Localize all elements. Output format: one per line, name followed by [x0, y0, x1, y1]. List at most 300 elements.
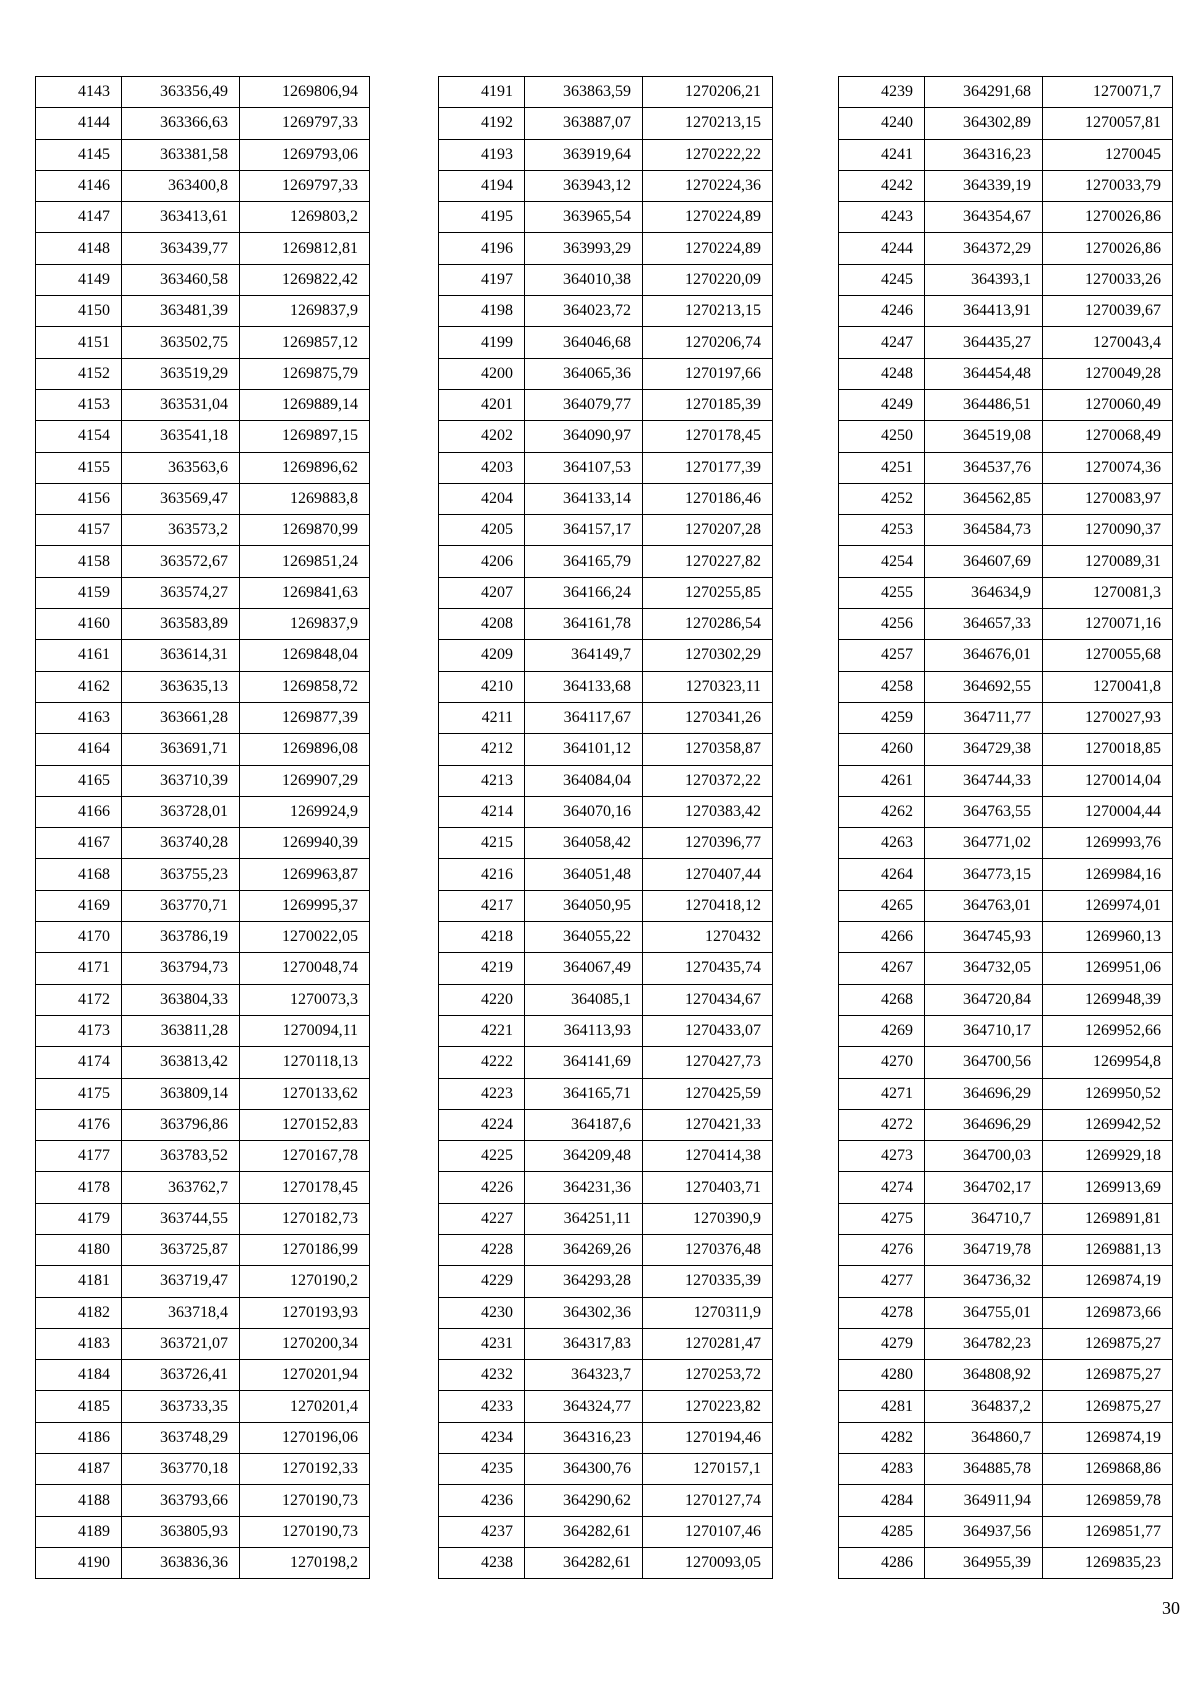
point-number: 4255 — [839, 577, 925, 608]
point-number: 4223 — [439, 1078, 525, 1109]
point-number: 4150 — [36, 296, 122, 327]
x-coordinate: 364149,7 — [525, 640, 643, 671]
x-coordinate: 364282,61 — [525, 1516, 643, 1547]
x-coordinate: 364486,51 — [925, 389, 1043, 420]
x-coordinate: 363813,42 — [122, 1047, 240, 1078]
x-coordinate: 364085,1 — [525, 984, 643, 1015]
y-coordinate: 1270026,86 — [1043, 233, 1173, 264]
table-row — [839, 953, 1173, 984]
table-row — [36, 108, 370, 139]
table-row — [839, 1516, 1173, 1547]
table-row — [439, 108, 773, 139]
y-coordinate: 1270403,71 — [643, 1172, 773, 1203]
point-number: 4144 — [36, 108, 122, 139]
x-coordinate: 364070,16 — [525, 796, 643, 827]
x-coordinate: 364324,77 — [525, 1391, 643, 1422]
table-row — [439, 859, 773, 890]
point-number: 4243 — [839, 202, 925, 233]
table-row — [839, 233, 1173, 264]
x-coordinate: 363572,67 — [122, 546, 240, 577]
point-number: 4154 — [36, 421, 122, 452]
table-row — [839, 1485, 1173, 1516]
table-row — [36, 859, 370, 890]
y-coordinate: 1270418,12 — [643, 890, 773, 921]
x-coordinate: 364058,42 — [525, 828, 643, 859]
y-coordinate: 1269857,12 — [240, 327, 370, 358]
x-coordinate: 364055,22 — [525, 922, 643, 953]
point-number: 4283 — [839, 1454, 925, 1485]
x-coordinate: 364300,76 — [525, 1454, 643, 1485]
table-row — [839, 546, 1173, 577]
table-row — [36, 233, 370, 264]
y-coordinate: 1270302,29 — [643, 640, 773, 671]
y-coordinate: 1269868,86 — [1043, 1454, 1173, 1485]
y-coordinate: 1269942,52 — [1043, 1109, 1173, 1140]
table-row — [439, 640, 773, 671]
point-number: 4146 — [36, 170, 122, 201]
x-coordinate: 364911,94 — [925, 1485, 1043, 1516]
x-coordinate: 364676,01 — [925, 640, 1043, 671]
table-row — [36, 1391, 370, 1422]
point-number: 4217 — [439, 890, 525, 921]
point-number: 4203 — [439, 452, 525, 483]
point-number: 4155 — [36, 452, 122, 483]
y-coordinate: 1270323,11 — [643, 671, 773, 702]
y-coordinate: 1270190,2 — [240, 1266, 370, 1297]
x-coordinate: 364187,6 — [525, 1109, 643, 1140]
y-coordinate: 1270206,74 — [643, 327, 773, 358]
point-number: 4192 — [439, 108, 525, 139]
table-row — [839, 734, 1173, 765]
x-coordinate: 363836,36 — [122, 1547, 240, 1578]
x-coordinate: 363811,28 — [122, 1015, 240, 1046]
x-coordinate: 364290,62 — [525, 1485, 643, 1516]
x-coordinate: 363502,75 — [122, 327, 240, 358]
point-number: 4267 — [839, 953, 925, 984]
point-number: 4253 — [839, 515, 925, 546]
point-number: 4231 — [439, 1328, 525, 1359]
x-coordinate: 363993,29 — [525, 233, 643, 264]
x-coordinate: 364133,14 — [525, 483, 643, 514]
point-number: 4148 — [36, 233, 122, 264]
x-coordinate: 364113,93 — [525, 1015, 643, 1046]
y-coordinate: 1269859,78 — [1043, 1485, 1173, 1516]
point-number: 4208 — [439, 609, 525, 640]
table-row — [439, 358, 773, 389]
x-coordinate: 363770,18 — [122, 1454, 240, 1485]
point-number: 4277 — [839, 1266, 925, 1297]
point-number: 4163 — [36, 702, 122, 733]
y-coordinate: 1270190,73 — [240, 1485, 370, 1516]
table-row — [839, 421, 1173, 452]
table-row — [36, 1234, 370, 1265]
x-coordinate: 364354,67 — [925, 202, 1043, 233]
y-coordinate: 1270071,7 — [1043, 77, 1173, 108]
table-row — [36, 546, 370, 577]
point-number: 4188 — [36, 1485, 122, 1516]
y-coordinate: 1270222,22 — [643, 139, 773, 170]
point-number: 4259 — [839, 702, 925, 733]
y-coordinate: 1270049,28 — [1043, 358, 1173, 389]
point-number: 4156 — [36, 483, 122, 514]
x-coordinate: 364293,28 — [525, 1266, 643, 1297]
table-row — [36, 609, 370, 640]
table-row — [36, 640, 370, 671]
x-coordinate: 364316,23 — [925, 139, 1043, 170]
table-row — [839, 1109, 1173, 1140]
point-number: 4189 — [36, 1516, 122, 1547]
table-row — [839, 671, 1173, 702]
y-coordinate: 1269848,04 — [240, 640, 370, 671]
x-coordinate: 363809,14 — [122, 1078, 240, 1109]
table-row — [439, 1109, 773, 1140]
point-number: 4246 — [839, 296, 925, 327]
x-coordinate: 363531,04 — [122, 389, 240, 420]
point-number: 4218 — [439, 922, 525, 953]
table-row — [839, 1078, 1173, 1109]
point-number: 4167 — [36, 828, 122, 859]
point-number: 4266 — [839, 922, 925, 953]
x-coordinate: 363366,63 — [122, 108, 240, 139]
x-coordinate: 364719,78 — [925, 1234, 1043, 1265]
y-coordinate: 1269891,81 — [1043, 1203, 1173, 1234]
x-coordinate: 363481,39 — [122, 296, 240, 327]
y-coordinate: 1270041,8 — [1043, 671, 1173, 702]
x-coordinate: 364291,68 — [925, 77, 1043, 108]
x-coordinate: 364729,38 — [925, 734, 1043, 765]
point-number: 4212 — [439, 734, 525, 765]
table-row — [439, 984, 773, 1015]
y-coordinate: 1270022,05 — [240, 922, 370, 953]
point-number: 4220 — [439, 984, 525, 1015]
table-row — [439, 1516, 773, 1547]
x-coordinate: 364700,03 — [925, 1141, 1043, 1172]
point-number: 4151 — [36, 327, 122, 358]
point-number: 4219 — [439, 953, 525, 984]
y-coordinate: 1270157,1 — [643, 1454, 773, 1485]
point-number: 4176 — [36, 1109, 122, 1140]
y-coordinate: 1270435,74 — [643, 953, 773, 984]
point-number: 4265 — [839, 890, 925, 921]
x-coordinate: 364269,26 — [525, 1234, 643, 1265]
y-coordinate: 1269837,9 — [240, 296, 370, 327]
table-row — [36, 1454, 370, 1485]
x-coordinate: 364393,1 — [925, 264, 1043, 295]
point-number: 4143 — [36, 77, 122, 108]
table-row — [839, 859, 1173, 890]
x-coordinate: 364808,92 — [925, 1360, 1043, 1391]
table-row — [839, 890, 1173, 921]
table-row — [439, 233, 773, 264]
y-coordinate: 1270396,77 — [643, 828, 773, 859]
point-number: 4236 — [439, 1485, 525, 1516]
y-coordinate: 1270178,45 — [643, 421, 773, 452]
point-number: 4199 — [439, 327, 525, 358]
point-number: 4198 — [439, 296, 525, 327]
x-coordinate: 363762,7 — [122, 1172, 240, 1203]
y-coordinate: 1270057,81 — [1043, 108, 1173, 139]
x-coordinate: 364067,49 — [525, 953, 643, 984]
y-coordinate: 1270185,39 — [643, 389, 773, 420]
y-coordinate: 1270196,06 — [240, 1422, 370, 1453]
coordinates-table-3 — [838, 76, 1173, 1579]
point-number: 4169 — [36, 890, 122, 921]
x-coordinate: 363726,41 — [122, 1360, 240, 1391]
point-number: 4251 — [839, 452, 925, 483]
table-row — [36, 77, 370, 108]
table-row — [839, 609, 1173, 640]
point-number: 4195 — [439, 202, 525, 233]
table-row — [839, 1015, 1173, 1046]
point-number: 4233 — [439, 1391, 525, 1422]
y-coordinate: 1270224,89 — [643, 202, 773, 233]
y-coordinate: 1270178,45 — [240, 1172, 370, 1203]
y-coordinate: 1269883,8 — [240, 483, 370, 514]
point-number: 4152 — [36, 358, 122, 389]
table-row — [839, 1454, 1173, 1485]
x-coordinate: 363733,35 — [122, 1391, 240, 1422]
point-number: 4191 — [439, 77, 525, 108]
table-row — [439, 389, 773, 420]
y-coordinate: 1269897,15 — [240, 421, 370, 452]
point-number: 4256 — [839, 609, 925, 640]
y-coordinate: 1269907,29 — [240, 765, 370, 796]
point-number: 4193 — [439, 139, 525, 170]
y-coordinate: 1270081,3 — [1043, 577, 1173, 608]
x-coordinate: 364141,69 — [525, 1047, 643, 1078]
x-coordinate: 364050,95 — [525, 890, 643, 921]
point-number: 4172 — [36, 984, 122, 1015]
y-coordinate: 1270094,11 — [240, 1015, 370, 1046]
table-row — [36, 765, 370, 796]
x-coordinate: 363725,87 — [122, 1234, 240, 1265]
y-coordinate: 1270060,49 — [1043, 389, 1173, 420]
x-coordinate: 363794,73 — [122, 953, 240, 984]
point-number: 4240 — [839, 108, 925, 139]
x-coordinate: 364955,39 — [925, 1547, 1043, 1578]
y-coordinate: 1270048,74 — [240, 953, 370, 984]
y-coordinate: 1269951,06 — [1043, 953, 1173, 984]
page-number: 30 — [1162, 1598, 1180, 1618]
y-coordinate: 1269822,42 — [240, 264, 370, 295]
point-number: 4250 — [839, 421, 925, 452]
point-number: 4185 — [36, 1391, 122, 1422]
x-coordinate: 364711,77 — [925, 702, 1043, 733]
y-coordinate: 1269875,27 — [1043, 1360, 1173, 1391]
point-number: 4269 — [839, 1015, 925, 1046]
x-coordinate: 363460,58 — [122, 264, 240, 295]
y-coordinate: 1270192,33 — [240, 1454, 370, 1485]
x-coordinate: 364771,02 — [925, 828, 1043, 859]
table-row — [839, 1360, 1173, 1391]
point-number: 4271 — [839, 1078, 925, 1109]
table-row — [36, 1109, 370, 1140]
table-row — [439, 1015, 773, 1046]
x-coordinate: 364046,68 — [525, 327, 643, 358]
table-row — [36, 1172, 370, 1203]
y-coordinate: 1269837,9 — [240, 609, 370, 640]
point-number: 4272 — [839, 1109, 925, 1140]
table-row — [839, 389, 1173, 420]
table-row — [36, 1516, 370, 1547]
x-coordinate: 363574,27 — [122, 577, 240, 608]
point-number: 4216 — [439, 859, 525, 890]
point-number: 4222 — [439, 1047, 525, 1078]
x-coordinate: 364562,85 — [925, 483, 1043, 514]
table-row — [36, 296, 370, 327]
x-coordinate: 364773,15 — [925, 859, 1043, 890]
y-coordinate: 1270432 — [643, 922, 773, 953]
x-coordinate: 364231,36 — [525, 1172, 643, 1203]
x-coordinate: 364710,7 — [925, 1203, 1043, 1234]
x-coordinate: 363755,23 — [122, 859, 240, 890]
x-coordinate: 364165,79 — [525, 546, 643, 577]
point-number: 4226 — [439, 1172, 525, 1203]
x-coordinate: 363563,6 — [122, 452, 240, 483]
point-number: 4260 — [839, 734, 925, 765]
table-row — [36, 1203, 370, 1234]
table-row — [439, 1047, 773, 1078]
point-number: 4164 — [36, 734, 122, 765]
table-row — [439, 264, 773, 295]
table-row — [36, 483, 370, 514]
point-number: 4227 — [439, 1203, 525, 1234]
y-coordinate: 1269974,01 — [1043, 890, 1173, 921]
x-coordinate: 363783,52 — [122, 1141, 240, 1172]
point-number: 4263 — [839, 828, 925, 859]
point-number: 4214 — [439, 796, 525, 827]
y-coordinate: 1270193,93 — [240, 1297, 370, 1328]
point-number: 4186 — [36, 1422, 122, 1453]
x-coordinate: 363661,28 — [122, 702, 240, 733]
table-row — [439, 1234, 773, 1265]
x-coordinate: 364413,91 — [925, 296, 1043, 327]
point-number: 4278 — [839, 1297, 925, 1328]
y-coordinate: 1269954,8 — [1043, 1047, 1173, 1078]
x-coordinate: 363965,54 — [525, 202, 643, 233]
table-row — [839, 702, 1173, 733]
point-number: 4200 — [439, 358, 525, 389]
y-coordinate: 1270090,37 — [1043, 515, 1173, 546]
table-row — [36, 358, 370, 389]
table-row — [36, 1047, 370, 1078]
y-coordinate: 1270197,66 — [643, 358, 773, 389]
y-coordinate: 1269875,79 — [240, 358, 370, 389]
point-number: 4224 — [439, 1109, 525, 1140]
y-coordinate: 1269877,39 — [240, 702, 370, 733]
table-row — [36, 796, 370, 827]
x-coordinate: 363943,12 — [525, 170, 643, 201]
point-number: 4204 — [439, 483, 525, 514]
point-number: 4213 — [439, 765, 525, 796]
y-coordinate: 1270227,82 — [643, 546, 773, 577]
point-number: 4160 — [36, 609, 122, 640]
point-number: 4202 — [439, 421, 525, 452]
point-number: 4162 — [36, 671, 122, 702]
y-coordinate: 1270201,4 — [240, 1391, 370, 1422]
x-coordinate: 363786,19 — [122, 922, 240, 953]
point-number: 4168 — [36, 859, 122, 890]
table-row — [839, 765, 1173, 796]
point-number: 4153 — [36, 389, 122, 420]
y-coordinate: 1270224,36 — [643, 170, 773, 201]
table-row — [839, 1547, 1173, 1578]
x-coordinate: 364607,69 — [925, 546, 1043, 577]
x-coordinate: 363770,71 — [122, 890, 240, 921]
y-coordinate: 1270083,97 — [1043, 483, 1173, 514]
y-coordinate: 1270190,73 — [240, 1516, 370, 1547]
y-coordinate: 1270341,26 — [643, 702, 773, 733]
y-coordinate: 1269952,66 — [1043, 1015, 1173, 1046]
point-number: 4171 — [36, 953, 122, 984]
x-coordinate: 363710,39 — [122, 765, 240, 796]
point-number: 4183 — [36, 1328, 122, 1359]
y-coordinate: 1270194,46 — [643, 1422, 773, 1453]
y-coordinate: 1270358,87 — [643, 734, 773, 765]
table-row — [439, 1360, 773, 1391]
table-row — [439, 734, 773, 765]
point-number: 4174 — [36, 1047, 122, 1078]
y-coordinate: 1270018,85 — [1043, 734, 1173, 765]
y-coordinate: 1270311,9 — [643, 1297, 773, 1328]
x-coordinate: 363573,2 — [122, 515, 240, 546]
y-coordinate: 1270074,36 — [1043, 452, 1173, 483]
x-coordinate: 364702,17 — [925, 1172, 1043, 1203]
point-number: 4268 — [839, 984, 925, 1015]
y-coordinate: 1270043,4 — [1043, 327, 1173, 358]
table-row — [439, 1141, 773, 1172]
table-row — [839, 1141, 1173, 1172]
y-coordinate: 1270383,42 — [643, 796, 773, 827]
x-coordinate: 364302,36 — [525, 1297, 643, 1328]
x-coordinate: 363635,13 — [122, 671, 240, 702]
y-coordinate: 1270198,2 — [240, 1547, 370, 1578]
y-coordinate: 1270407,44 — [643, 859, 773, 890]
table-row — [839, 1297, 1173, 1328]
x-coordinate: 364372,29 — [925, 233, 1043, 264]
y-coordinate: 1270186,46 — [643, 483, 773, 514]
point-number: 4221 — [439, 1015, 525, 1046]
point-number: 4157 — [36, 515, 122, 546]
point-number: 4177 — [36, 1141, 122, 1172]
point-number: 4235 — [439, 1454, 525, 1485]
table-row — [839, 796, 1173, 827]
point-number: 4258 — [839, 671, 925, 702]
table-row — [36, 421, 370, 452]
point-number: 4211 — [439, 702, 525, 733]
point-number: 4261 — [839, 765, 925, 796]
point-number: 4181 — [36, 1266, 122, 1297]
point-number: 4257 — [839, 640, 925, 671]
point-number: 4179 — [36, 1203, 122, 1234]
table-row — [439, 1203, 773, 1234]
x-coordinate: 364339,19 — [925, 170, 1043, 201]
x-coordinate: 364117,67 — [525, 702, 643, 733]
y-coordinate: 1269940,39 — [240, 828, 370, 859]
table-row — [839, 1203, 1173, 1234]
point-number: 4228 — [439, 1234, 525, 1265]
point-number: 4270 — [839, 1047, 925, 1078]
x-coordinate: 364161,78 — [525, 609, 643, 640]
table-row — [36, 389, 370, 420]
table-row — [439, 296, 773, 327]
y-coordinate: 1269841,63 — [240, 577, 370, 608]
point-number: 4209 — [439, 640, 525, 671]
y-coordinate: 1269875,27 — [1043, 1328, 1173, 1359]
point-number: 4282 — [839, 1422, 925, 1453]
x-coordinate: 364251,11 — [525, 1203, 643, 1234]
y-coordinate: 1270089,31 — [1043, 546, 1173, 577]
